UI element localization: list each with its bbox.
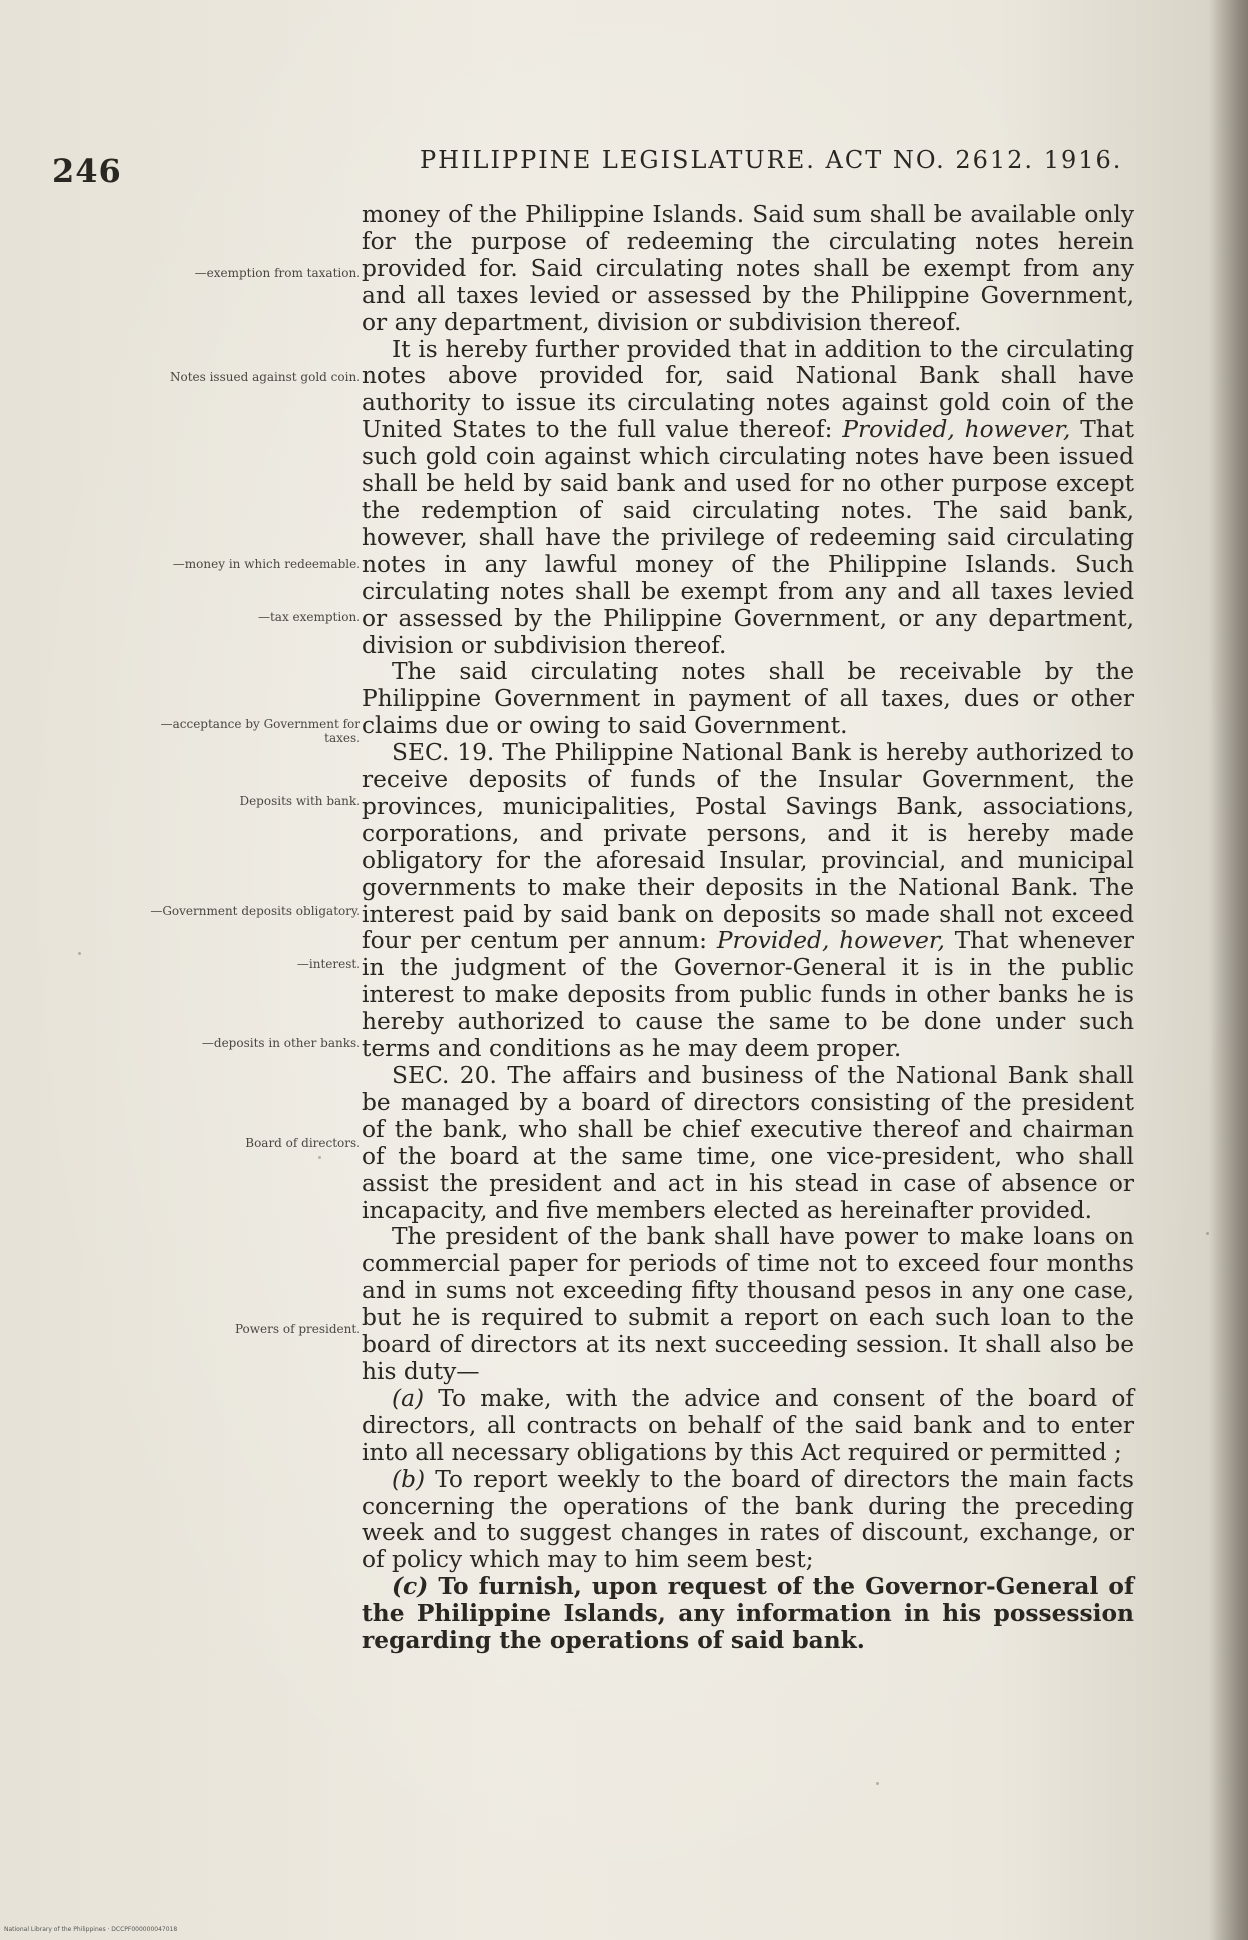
paragraph-text: That whenever in the judgment of the Governor-General it is in the public interest to make deposits from public funds in other banks he is hereby authorized to cause the same to be done under such terms and conditions as he may deem proper. (362, 927, 1135, 1063)
paragraph-text: To furnish, upon request of the Governor-General of the Philippine Islands, any information in his possession regarding the operations of said bank. (362, 1573, 1134, 1655)
paper-speck (1206, 1232, 1209, 1235)
paper-speck (876, 1782, 879, 1785)
margin-note: —deposits in other banks. (201, 1036, 360, 1050)
section-number: SEC. 19. (392, 739, 495, 767)
binding-shadow (1208, 0, 1248, 1940)
archive-stamp: National Library of the Philippines · DCCPF000000047018 (4, 1926, 178, 1933)
margin-note: —money in which redeemable. (172, 557, 360, 571)
paragraph-text: It is hereby further provided that in addition to the circulating notes above provided for, said National Bank shall have authority to issue its circulating notes against gold coin of the United States to the full value thereof: (362, 335, 1134, 444)
paper-speck (78, 952, 81, 955)
margin-note: Board of directors. (245, 1136, 360, 1150)
paragraph-text: The president of the bank shall have power to make loans on commercial paper for periods of time not to exceed four months and in sums not exceeding fifty thousand pesos in any one case, but he is required to submit a report on each such loan to the board of directors at its next succeeding session. It shall also be his duty— (362, 1223, 1134, 1385)
provided-clause: Provided, however, (842, 416, 1071, 444)
clause-label: (b) (392, 1465, 426, 1493)
clause-label: (c) (392, 1573, 429, 1601)
margin-note: —tax exemption. (257, 610, 360, 624)
clause-c (362, 1574, 1134, 1655)
paragraph-text: The said circulating notes shall be receivable by the Philippine Government in payment of all taxes, dues or other claims due or owing to said Government. (362, 658, 1134, 740)
page-number: 246 (52, 152, 122, 190)
paragraph (362, 202, 1134, 337)
section-19 (362, 740, 1134, 1063)
section-number: SEC. 20. (392, 1062, 497, 1089)
running-title: PHILIPPINE LEGISLATURE. ACT NO. 2612. 1916. (420, 146, 1123, 174)
paragraph-text: To report weekly to the board of directors the main facts concerning the operations of the bank during the preceding week and to suggest changes in rates of discount, exchange, or of policy which may to him seem best; (362, 1465, 1134, 1574)
margin-note: Powers of president. (234, 1322, 360, 1336)
margin-note: —interest. (296, 957, 360, 971)
paragraph-text: That such gold coin against which circulating notes have been issued shall be held by said bank and used for no other purpose except the redemption of said circulating notes. The said bank, however, shall have the privilege of redeeming said circulating notes in any lawful money of the Philippine Islands. Such circulating notes shall be exempt from any and all taxes levied or assessed by the Philippine Government, or any department, division or subdivision thereof. (362, 416, 1135, 659)
paragraph (362, 1224, 1134, 1385)
margin-note: Deposits with bank. (239, 794, 360, 808)
paragraph-text: money of the Philippine Islands. Said sum shall be available only for the purpose of redeeming the circulating notes herein provided for. Said circulating notes shall be exempt from any and all taxes levied or assessed by the Philippine Government, or any department, division or subdivision thereof. (362, 201, 1134, 336)
clause-b (362, 1467, 1134, 1575)
margin-note: —exemption from taxation. (194, 266, 360, 280)
section-20 (362, 1063, 1134, 1224)
paragraph-text: To make, with the advice and consent of the board of directors, all contracts on behalf of the said bank and to enter into all necessary obligations by this Act required or permitted ; (362, 1384, 1134, 1466)
body-text (362, 202, 1134, 1655)
clause-label: (a) (392, 1384, 425, 1412)
paragraph (362, 337, 1134, 660)
margin-note: —Government deposits obligatory. (150, 904, 360, 918)
paper-speck (318, 1156, 321, 1159)
paragraph-text: The affairs and business of the National Bank shall be managed by a board of directors consisting of the president of the bank, who shall be chief executive thereof and chairman of the board at the same time, one vice-president, who shall assist the president and act in his stead in case of absence or incapacity, and five members elected as hereinafter provided. (362, 1062, 1135, 1224)
clause-a (362, 1386, 1134, 1467)
margin-note: —acceptance by Government for taxes. (160, 717, 360, 745)
margin-note: Notes issued against gold coin. (169, 370, 360, 384)
paragraph (362, 659, 1134, 740)
provided-clause: Provided, however, (716, 927, 945, 955)
paragraph-text: The Philippine National Bank is hereby authorized to receive deposits of funds of the Insular Government, the provinces, municipalities, Postal Savings Bank, associations, corporations, and private persons, and it is hereby made obligatory for the aforesaid Insular, provincial, and municipal governments to make their deposits in the National Bank. The interest paid by said bank on deposits so made shall not exceed four per centum per annum: (362, 739, 1134, 955)
